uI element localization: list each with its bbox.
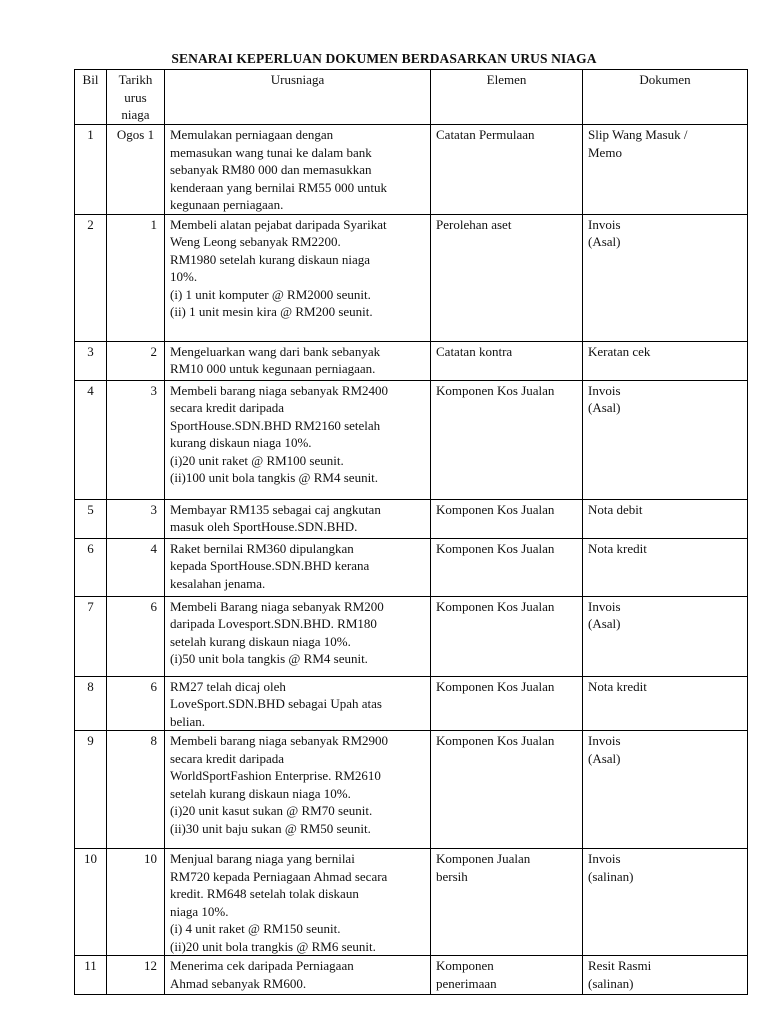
table-row bbox=[75, 214, 748, 341]
cell-urusniaga: Membeli Barang niaga sebanyak RM200 daripada Lovesport.SDN.BHD. RM180 setelah kurang diskaun niaga 10%. (i)50 unit bola tangkis @ RM4 seunit. bbox=[165, 596, 431, 676]
cell-dokumen: Invois (Asal) bbox=[583, 380, 748, 499]
cell-elemen: Komponen penerimaan bbox=[431, 956, 583, 995]
cell-bil: 1 bbox=[75, 125, 107, 215]
cell-urusniaga: Raket bernilai RM360 dipulangkan kepada SportHouse.SDN.BHD kerana kesalahan jenama. bbox=[165, 538, 431, 596]
cell-urusniaga: Menjual barang niaga yang bernilai RM720 kepada Perniagaan Ahmad secara kredit. RM648 setelah tolak diskaun niaga 10%. (i) 4 unit raket @ RM150 seunit. (ii)20 unit bola trangkis @ RM6 seunit. bbox=[165, 849, 431, 956]
table-row bbox=[75, 380, 748, 499]
cell-dokumen: Invois (salinan) bbox=[583, 849, 748, 956]
cell-elemen: Komponen Kos Jualan bbox=[431, 731, 583, 849]
cell-tarikh: 8 bbox=[107, 731, 165, 849]
table-row bbox=[75, 956, 748, 995]
cell-urusniaga: Mengeluarkan wang dari bank sebanyak RM10 000 untuk kegunaan perniagaan. bbox=[165, 341, 431, 380]
cell-urusniaga: Membeli barang niaga sebanyak RM2400 secara kredit daripada SportHouse.SDN.BHD RM2160 setelah kurang diskaun niaga 10%. (i)20 unit raket @ RM100 seunit. (ii)100 unit bola tangkis @ RM4 seunit. bbox=[165, 380, 431, 499]
cell-dokumen: Invois (Asal) bbox=[583, 731, 748, 849]
cell-tarikh: 4 bbox=[107, 538, 165, 596]
cell-bil: 8 bbox=[75, 676, 107, 731]
header-tarikh: Tarikh urus niaga bbox=[107, 70, 165, 125]
header-dokumen: Dokumen bbox=[583, 70, 748, 125]
cell-urusniaga: Menerima cek daripada Perniagaan Ahmad sebanyak RM600. bbox=[165, 956, 431, 995]
cell-dokumen: Slip Wang Masuk / Memo bbox=[583, 125, 748, 215]
cell-elemen: Komponen Kos Jualan bbox=[431, 380, 583, 499]
cell-tarikh: 1 bbox=[107, 214, 165, 341]
cell-tarikh: 12 bbox=[107, 956, 165, 995]
header-urusniaga: Urusniaga bbox=[165, 70, 431, 125]
table-row bbox=[75, 538, 748, 596]
cell-urusniaga: Memulakan perniagaan dengan memasukan wang tunai ke dalam bank sebanyak RM80 000 dan memasukkan kenderaan yang bernilai RM55 000 untuk kegunaan perniagaan. bbox=[165, 125, 431, 215]
table-row bbox=[75, 596, 748, 676]
table-row bbox=[75, 499, 748, 538]
cell-tarikh: 10 bbox=[107, 849, 165, 956]
table-row bbox=[75, 341, 748, 380]
documents-table bbox=[74, 69, 748, 995]
cell-urusniaga: RM27 telah dicaj oleh LoveSport.SDN.BHD sebagai Upah atas belian. bbox=[165, 676, 431, 731]
cell-bil: 2 bbox=[75, 214, 107, 341]
cell-urusniaga: Membayar RM135 sebagai caj angkutan masuk oleh SportHouse.SDN.BHD. bbox=[165, 499, 431, 538]
cell-dokumen: Keratan cek bbox=[583, 341, 748, 380]
cell-tarikh: 3 bbox=[107, 499, 165, 538]
cell-bil: 9 bbox=[75, 731, 107, 849]
cell-bil: 10 bbox=[75, 849, 107, 956]
cell-elemen: Catatan Permulaan bbox=[431, 125, 583, 215]
table-row bbox=[75, 849, 748, 956]
cell-dokumen: Nota kredit bbox=[583, 676, 748, 731]
header-bil: Bil bbox=[75, 70, 107, 125]
table-header-row bbox=[75, 70, 748, 125]
cell-tarikh: 2 bbox=[107, 341, 165, 380]
document-title: SENARAI KEPERLUAN DOKUMEN BERDASARKAN URUS NIAGA bbox=[171, 51, 597, 66]
cell-dokumen: Invois (Asal) bbox=[583, 596, 748, 676]
cell-bil: 11 bbox=[75, 956, 107, 995]
cell-bil: 3 bbox=[75, 341, 107, 380]
cell-dokumen: Nota kredit bbox=[583, 538, 748, 596]
cell-dokumen: Resit Rasmi (salinan) bbox=[583, 956, 748, 995]
cell-tarikh: Ogos 1 bbox=[107, 125, 165, 215]
cell-bil: 7 bbox=[75, 596, 107, 676]
cell-elemen: Komponen Kos Jualan bbox=[431, 538, 583, 596]
table-body bbox=[75, 125, 748, 995]
cell-bil: 6 bbox=[75, 538, 107, 596]
table-row bbox=[75, 125, 748, 215]
cell-bil: 5 bbox=[75, 499, 107, 538]
cell-urusniaga: Membeli barang niaga sebanyak RM2900 secara kredit daripada WorldSportFashion Enterprise. RM2610 setelah kurang diskaun niaga 10%. (i)20 unit kasut sukan @ RM70 seunit. (ii)30 unit baju sukan @ RM50 seunit. bbox=[165, 731, 431, 849]
cell-elemen: Komponen Kos Jualan bbox=[431, 596, 583, 676]
cell-elemen: Perolehan aset bbox=[431, 214, 583, 341]
table-row bbox=[75, 731, 748, 849]
cell-dokumen: Nota debit bbox=[583, 499, 748, 538]
cell-elemen: Komponen Jualan bersih bbox=[431, 849, 583, 956]
cell-elemen: Komponen Kos Jualan bbox=[431, 676, 583, 731]
cell-tarikh: 3 bbox=[107, 380, 165, 499]
cell-tarikh: 6 bbox=[107, 676, 165, 731]
cell-dokumen: Invois (Asal) bbox=[583, 214, 748, 341]
cell-elemen: Catatan kontra bbox=[431, 341, 583, 380]
cell-elemen: Komponen Kos Jualan bbox=[431, 499, 583, 538]
cell-urusniaga: Membeli alatan pejabat daripada Syarikat Weng Leong sebanyak RM2200. RM1980 setelah kurang diskaun niaga 10%. (i) 1 unit komputer @ RM2000 seunit. (ii) 1 unit mesin kira @ RM200 seunit. bbox=[165, 214, 431, 341]
cell-bil: 4 bbox=[75, 380, 107, 499]
header-elemen: Elemen bbox=[431, 70, 583, 125]
cell-tarikh: 6 bbox=[107, 596, 165, 676]
table-row bbox=[75, 676, 748, 731]
